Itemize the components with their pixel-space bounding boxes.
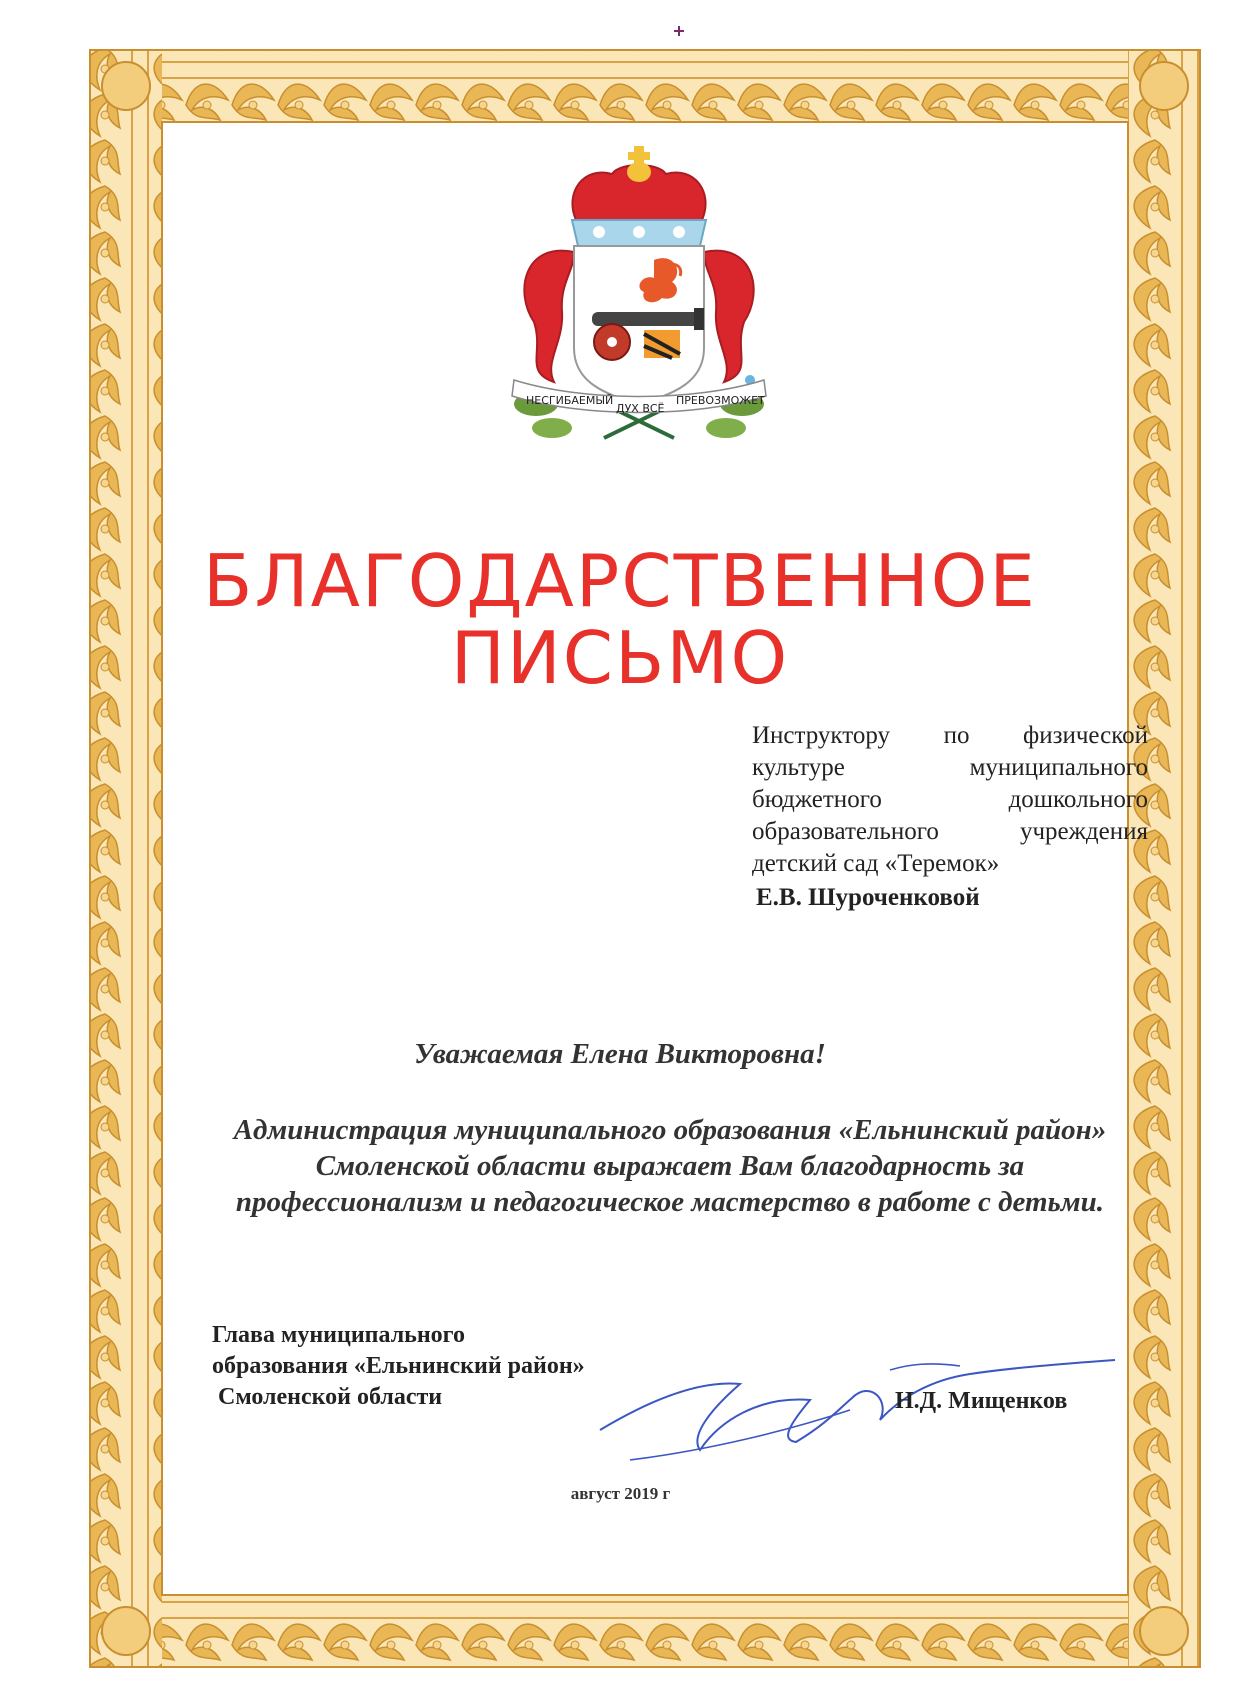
coat-of-arms-emblem [504, 142, 774, 452]
document-date: август 2019 г [570, 1484, 671, 1503]
recipient-line: детский сад «Теремок» [752, 850, 1000, 877]
motto-center: ДУХ ВСЁ [616, 402, 665, 415]
signer-line-1: Глава муниципального [212, 1322, 465, 1348]
recipient-line: Инструктору по физической [752, 722, 1148, 749]
motto-right: ПРЕВОЗМОЖЕТ [676, 394, 765, 407]
frame-bottom-border [90, 1595, 1200, 1667]
signer-name: Н.Д. Мищенков [895, 1388, 1068, 1414]
recipient-line: культуре муниципального [752, 754, 1148, 781]
recipient-name: Е.В. Шуроченковой [756, 884, 980, 911]
recipient-line: образовательного учреждения [752, 818, 1148, 845]
signer-line-3: Смоленской области [218, 1384, 443, 1410]
signer-position [212, 1320, 585, 1413]
frame-top-border [90, 50, 1200, 122]
salutation: Уважаемая Елена Викторовна! [414, 1038, 826, 1070]
stray-ink-mark [672, 24, 686, 38]
document-title-line-1: БЛАГОДАРСТВЕННОЕ [203, 539, 1037, 623]
recipient-block [752, 720, 1148, 914]
recipient-line: бюджетного дошкольного [752, 786, 1148, 813]
signer-line-2: образования «Ельнинский район» [212, 1353, 585, 1379]
frame-left-border [90, 50, 162, 1667]
document-title-line-2: ПИСЬМО [450, 616, 790, 700]
letter-body: Администрация муниципального образования «Ельнинский район» Смоленской области выражает Вам благодарность за профессионализм и педагогическое мастерство в работе с детьми. [233, 1114, 1107, 1218]
motto-left: НЕСГИБАЕМЫЙ [526, 394, 614, 407]
